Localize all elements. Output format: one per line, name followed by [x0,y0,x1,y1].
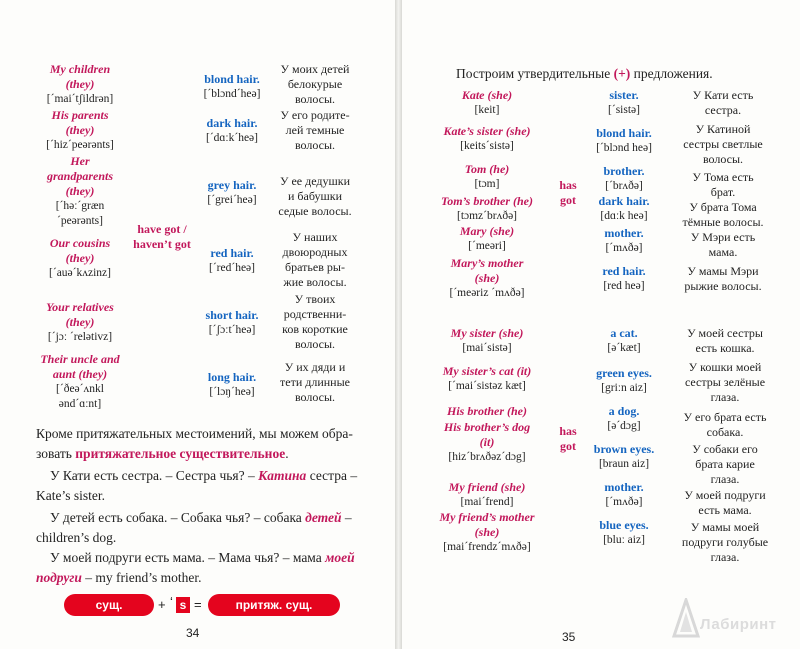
translation-line: родственни- [283,307,347,321]
example-highlight: моей [325,550,355,565]
translation-line: волосы. [294,390,336,404]
subject-phonetic: ˊpeərənts] [57,215,103,227]
paragraph-highlight: притяжательное существительное [75,446,286,461]
subject-phonetic: [maiˊfrendzˊmʌðə] [443,541,531,553]
object-text: long hair. [207,370,257,384]
subject-entry [422,326,552,356]
subject-text: My friend’s mother [439,510,535,524]
object-entry [584,480,664,510]
subject-text: aunt (they) [52,367,108,381]
subject-text: My children [49,62,111,76]
subject-text: Their uncle and [40,352,120,366]
subject-entry [20,62,140,107]
translation-entry [268,292,362,352]
subject-phonetic: [ˊmeəri] [468,240,506,252]
affirmative-heading [456,64,776,84]
translation-entry [668,170,778,200]
translation-entry [668,360,782,405]
object-phonetic: [ˊredˊheə] [209,262,255,274]
object-text: a dog. [608,404,640,418]
labirint-watermark [670,594,796,644]
object-phonetic: [ˊlɔŋˊheə] [209,386,255,398]
subject-phonetic: əndˊɑːnt] [58,398,102,410]
subject-text: grandparents [46,169,114,183]
translation-line: У мамы моей [690,520,760,534]
translation-entry [668,264,778,294]
translation-line: брат. [710,185,736,199]
subject-entry [20,154,140,229]
subject-entry [422,88,552,118]
object-text: blue eyes. [599,518,649,532]
subject-text: (they) [65,184,95,198]
object-text: red hair. [602,264,646,278]
subject-text: Our cousins [49,236,111,250]
object-phonetic: [griːn aiz] [601,382,647,394]
object-phonetic: [ˊʃɔːtˊheə] [208,324,256,336]
object-entry [584,194,664,224]
object-entry [584,326,664,356]
subject-entry [20,300,140,345]
subject-text: My sister’s cat (it) [442,364,532,378]
subject-text: Tom (he) [464,162,510,176]
example-english: children’s dog. [36,530,117,545]
example-english: – my friend’s mother. [81,570,202,585]
translation-line: сестры светлые [683,137,763,151]
object-entry [192,308,272,338]
object-text: mother. [604,480,644,494]
translation-entry [668,326,782,356]
subject-text: Your relatives [46,300,114,314]
verb-text: got [560,439,576,453]
subject-text: (they) [65,77,95,91]
translation-entry [668,88,778,118]
translation-entry [668,410,782,440]
translation-entry [268,108,362,153]
book-gutter [395,0,402,649]
subject-text: (she) [474,525,500,539]
object-entry [584,366,664,396]
object-phonetic: [ˊgreiˊheə] [207,194,257,206]
object-entry [584,226,664,256]
object-entry [584,404,664,434]
object-text: sister. [609,88,639,102]
page-number: 34 [186,626,200,640]
translation-line: У кошки моей [688,360,762,374]
object-entry [584,126,664,156]
object-text: brown eyes. [593,442,655,456]
heading-text: Построим утвердительные [456,66,614,81]
translation-line: лей темные [285,123,345,137]
page-number: 35 [562,630,576,644]
example-text: У детей есть собака. – Собака чья? – собака [50,510,306,525]
object-entry [584,264,664,294]
object-entry [192,116,272,146]
translation-line: есть мама. [698,503,752,517]
translation-line: волосы. [702,152,744,166]
example-1 [36,466,376,506]
possessive-paragraph [36,424,371,464]
translation-line: У Катиной [695,122,751,136]
translation-entry [268,230,362,290]
object-phonetic: [ˊdɑːkˊheə] [206,132,258,144]
object-phonetic: [braun aiz] [598,458,650,470]
translation-line: двоюродных [282,245,348,259]
example-3 [36,548,376,588]
translation-line: У моей подруги [684,488,766,502]
object-phonetic: [ˊsistə] [608,104,640,116]
object-text: short hair. [205,308,259,322]
left-page [0,0,395,649]
subject-phonetic: [ˊmaiˊsistəz kæt] [448,380,526,392]
heading-text: предложения. [630,66,713,81]
verb-column [126,222,198,252]
translation-line: глаза. [710,550,740,564]
translation-entry [268,360,362,405]
subject-phonetic: [hizˊbrʌðəzˊdɔg] [448,451,526,463]
object-entry [584,164,664,194]
object-phonetic: [dɑːk heə] [600,210,648,222]
object-text: dark hair. [598,194,650,208]
subject-text: Her [70,154,90,168]
subject-phonetic: [ˊðeəˊʌnkl [56,383,104,395]
translation-entry [668,488,782,518]
paragraph-text: Кроме притяжательных местоимений, мы можем обра-зовать [36,426,353,461]
translation-line: У наших [292,230,338,244]
translation-entry [668,122,778,167]
translation-line: У собаки его [692,442,758,456]
subject-entry [422,404,552,419]
translation-line: У Кати есть [692,88,754,102]
object-entry [584,442,664,472]
object-entry [584,518,664,548]
translation-line: У Тома есть [692,170,754,184]
subject-text: Tom’s brother (he) [440,194,533,208]
object-entry [192,72,272,102]
example-2 [36,508,376,548]
object-entry [584,88,664,118]
paragraph-end: . [285,446,289,461]
object-text: red hair. [210,246,254,260]
translation-line: У его брата есть [683,410,767,424]
translation-line: белокурые [287,77,343,91]
subject-text: His brother (he) [446,404,527,418]
translation-line: мама. [708,245,738,259]
subject-entry [422,162,552,192]
right-page [402,0,800,649]
object-phonetic: [əˊkæt] [607,342,641,354]
translation-line: брата карие [695,457,755,471]
object-text: grey hair. [207,178,257,192]
subject-entry [422,420,552,465]
subject-entry [422,510,552,555]
translation-line: тёмные волосы. [682,215,764,229]
subject-phonetic: [maiˊfrend] [460,496,514,508]
example-text: У моей подруги есть мама. – Мама чья? – мама [50,550,326,565]
subject-text: (she) [474,271,500,285]
translation-line: рыжие волосы. [684,279,762,293]
subject-phonetic: [ˊjɔː ˊrelətivz] [47,331,113,343]
object-text: mother. [604,226,644,240]
translation-line: У моих детей [280,62,350,76]
subject-text: Kate (she) [461,88,513,102]
verb-text: has [559,178,577,192]
object-phonetic: [red heə] [603,280,645,292]
subject-phonetic: [tɔmzˊbrʌðə] [456,210,518,222]
translation-line: У его родите- [280,108,350,122]
subject-phonetic: [tɔm] [474,178,500,190]
translation-line: ков короткие [282,322,348,336]
translation-line: У твоих [294,292,336,306]
watermark-text: Лабиринт [700,616,777,633]
translation-line: глаза. [710,472,740,486]
translation-line: У Мэри есть [690,230,756,244]
labirint-logo-icon [672,598,700,638]
example-text: – [341,510,352,525]
equals-sign: = [194,597,202,612]
translation-line: У их дяди и [284,360,346,374]
translation-entry [268,174,362,219]
translation-line: братьев ры- [285,260,345,274]
subject-text: (they) [65,123,95,137]
subject-text: (it) [479,435,495,449]
translation-line: У брата Тома [689,200,757,214]
noun-pill: сущ. [64,594,154,616]
translation-line: седые волосы. [278,204,352,218]
subject-phonetic: [ˊmeəriz ˊmʌðə] [449,287,525,299]
verb-text: has [559,424,577,438]
subject-entry [422,194,552,224]
translation-line: собака. [706,425,744,439]
translation-line: и бабушки [288,189,342,203]
subject-phonetic: [ˊhizˊpeərənts] [46,139,114,151]
translation-line: У моей сестры [687,326,763,340]
subject-text: Mary (she) [459,224,515,238]
translation-line: волосы. [294,337,336,351]
example-text: У Кати есть сестра. – Сестра чья? – [50,468,259,483]
group2-verb [552,424,584,454]
example-highlight: Катина [258,468,307,483]
translation-entry [668,442,782,487]
apostrophe-sign: ‘ [170,594,173,609]
translation-entry [668,230,778,260]
subject-entry [422,256,552,301]
subject-phonetic: [ˊauəˊkʌzinz] [49,267,111,279]
object-phonetic: [ˊblɔnd heə] [596,142,652,154]
subject-phonetic: [ˊmaiˊtʃildrən] [46,93,114,105]
translation-line: волосы. [294,92,336,106]
verb-text: got [560,193,576,207]
object-phonetic: [ˊblɔndˊheə] [203,88,261,100]
translation-line: У ее дедушки [279,174,351,188]
object-text: blond hair. [596,126,652,140]
example-highlight: детей [305,510,342,525]
object-entry [192,178,272,208]
subject-entry [20,352,140,412]
translation-entry [268,62,362,107]
object-text: green eyes. [596,366,652,380]
subject-text: My friend (she) [448,480,526,494]
subject-phonetic: [ˊhəːˊgræn [55,200,105,212]
s-box: s [176,597,190,613]
translation-line: глаза. [710,390,740,404]
translation-line: У мамы Мэри [687,264,759,278]
subject-text: My sister (she) [450,326,524,340]
object-phonetic: [əˊdɔg] [607,420,641,432]
possessive-noun-pill: притяж. сущ. [208,594,340,616]
plus-sign: + [158,597,166,612]
object-text: blond hair. [204,72,260,86]
translation-line: жие волосы. [283,275,347,289]
heading-plus: (+) [613,66,631,81]
subject-text: (they) [65,251,95,265]
group1-verb [552,178,584,208]
subject-text: Mary’s mother [450,256,524,270]
verb-text: have got / [137,222,187,236]
object-text: brother. [603,164,645,178]
subject-phonetic: [keit] [474,104,500,116]
verb-text: haven’t got [133,237,191,251]
example-highlight: подруги [36,570,82,585]
object-entry [192,246,272,276]
translation-line: сестры зелёные [684,375,766,389]
translation-line: сестра. [704,103,742,117]
object-phonetic: [ˊbrʌðə] [605,180,643,192]
translation-line: есть кошка. [695,341,755,355]
object-phonetic: [ˊmʌðə] [605,496,643,508]
translation-entry [668,200,778,230]
subject-entry [20,108,140,153]
subject-entry [422,224,552,254]
example-text: сестра – [306,468,358,483]
translation-line: тети длинные [280,375,350,389]
subject-phonetic: [keitsˊsistə] [460,140,514,152]
subject-entry [422,364,552,394]
example-english: Kate’s sister. [36,488,105,503]
subject-entry [422,480,552,510]
object-phonetic: [ˊmʌðə] [605,242,643,254]
translation-entry [668,520,782,565]
subject-entry [20,236,140,281]
object-entry [192,370,272,400]
translation-line: подруги голубые [681,535,769,549]
subject-text: (they) [65,315,95,329]
subject-text: His parents [51,108,109,122]
object-text: a cat. [610,326,638,340]
subject-text: Kate’s sister (she) [443,124,531,138]
translation-line: волосы. [294,138,336,152]
subject-entry [422,124,552,154]
object-text: dark hair. [206,116,258,130]
subject-text: His brother’s dog [443,420,531,434]
object-phonetic: [bluː aiz] [603,534,645,546]
subject-phonetic: [maiˊsistə] [462,342,512,354]
